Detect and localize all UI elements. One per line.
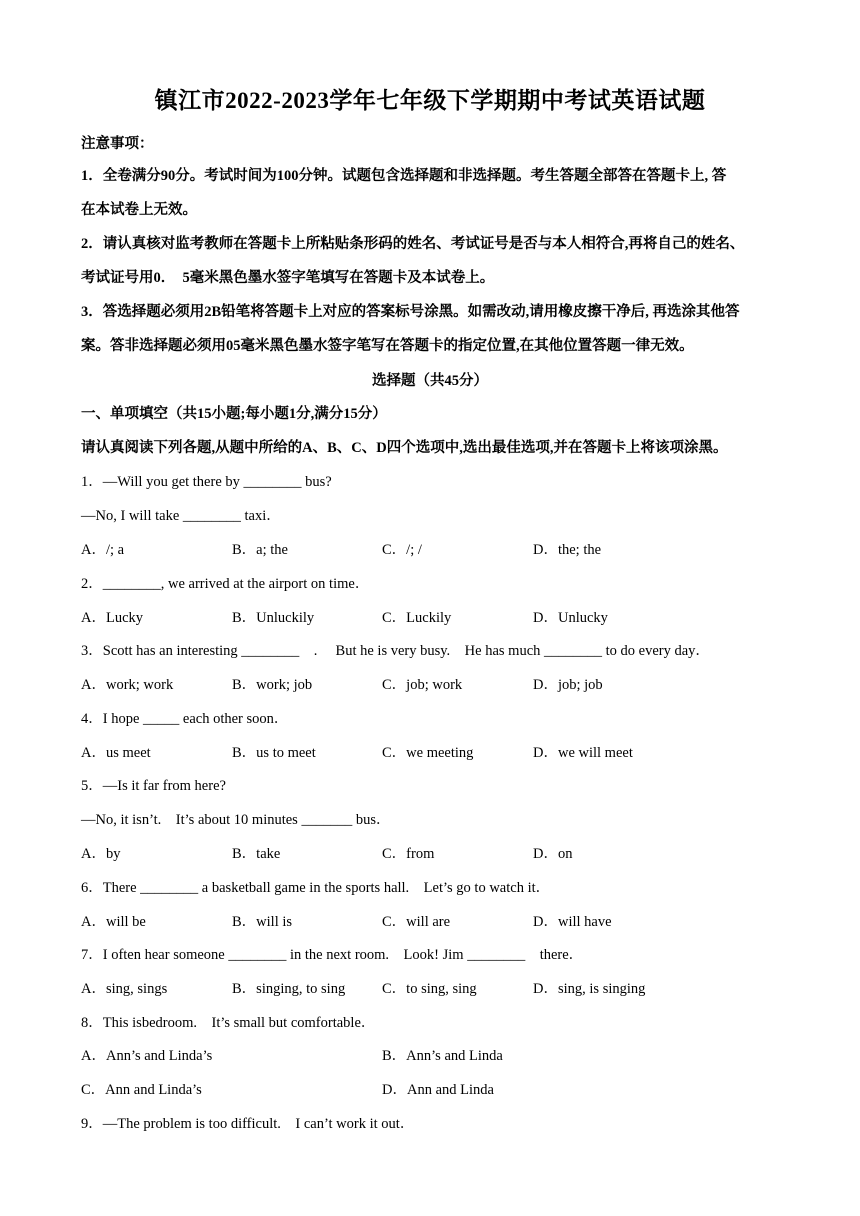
q4-option-d: D．we will meet [533,745,633,761]
notice-item-3-cont: 案。答非选择题必须用05毫米黑色墨水签字笔写在答题卡的指定位置,在其他位置答题一律无效。 [81,338,694,354]
question-8: 8．This isbedroom. It’s small but comfortable． [81,1015,376,1031]
question-1-reply: —No, I will take ________ taxi． [81,508,281,524]
q1-option-d: D．the; the [533,542,602,558]
question-7: 7．I often hear someone ________ in the next room. Look! Jim ________ there． [81,947,584,963]
q2-option-c: C．Luckily [382,610,452,626]
question-5: 5．—Is it far from here? [81,778,226,794]
q7-option-a: A．sing, sings [81,981,168,997]
q4-option-a: A．us meet [81,745,151,761]
part1-instruction: 请认真阅读下列各题,从题中所给的A、B、C、D四个选项中,选出最佳选项,并在答题卡上将该项涂黑。 [81,440,728,456]
question-3: 3．Scott has an interesting ________ . But he is very busy. He has much ________ to do every day． [81,643,710,659]
q2-option-d: D．Unlucky [533,610,608,626]
notice-item-3: 3．答选择题必须用2B铅笔将答题卡上对应的答案标号涂黑。如需改动,请用橡皮擦干净后, 再选涂其他答 [81,304,740,320]
q2-option-a: A．Lucky [81,610,144,626]
question-9: 9．—The problem is too difficult. I can’t work it out． [81,1116,415,1132]
section-title: 选择题（共45分） [372,373,488,389]
q8-option-a: A．Ann’s and Linda’s [81,1048,213,1064]
notice-item-2-cont: 考试证号用0． 5毫米黑色墨水签字笔填写在答题卡及本试卷上。 [81,270,495,286]
question-4: 4．I hope _____ each other soon． [81,711,289,727]
q7-option-c: C．to sing, sing [382,981,477,997]
q5-option-b: B．take [232,846,281,862]
q1-option-c: C．/; / [382,542,422,558]
q8-option-b: B．Ann’s and Linda [382,1048,503,1064]
q3-option-b: B．work; job [232,677,313,693]
q5-option-c: C．from [382,846,435,862]
q6-option-b: B．will is [232,914,293,930]
q6-option-a: A．will be [81,914,146,930]
q4-option-b: B．us to meet [232,745,316,761]
page-title: 镇江市2022-2023学年七年级下学期期中考试英语试题 [154,88,706,113]
q5-option-d: D．on [533,846,573,862]
q3-option-d: D．job; job [533,677,603,693]
q7-option-b: B．singing, to sing [232,981,346,997]
q6-option-d: D．will have [533,914,612,930]
q1-option-a: A．/; a [81,542,125,558]
q8-option-d: D．Ann and Linda [382,1082,494,1098]
q2-option-b: B．Unluckily [232,610,315,626]
question-1: 1．—Will you get there by ________ bus? [81,474,332,490]
notice-item-1: 1．全卷满分90分。考试时间为100分钟。试题包含选择题和非选择题。考生答题全部答在答题卡上, 答 [81,168,727,184]
notice-item-2: 2．请认真核对监考教师在答题卡上所粘贴条形码的姓名、考试证号是否与本人相符合,再将自己的姓名、 [81,236,745,252]
q3-option-a: A．work; work [81,677,174,693]
part1-heading: 一、单项填空（共15小题;每小题1分,满分15分） [81,406,387,422]
q7-option-d: D．sing, is singing [533,981,646,997]
question-6: 6．There ________ a basketball game in the sports hall. Let’s go to watch it． [81,880,551,896]
q5-option-a: A．by [81,846,121,862]
q3-option-c: C．job; work [382,677,463,693]
q6-option-c: C．will are [382,914,451,930]
q1-option-b: B．a; the [232,542,288,558]
notice-item-1-cont: 在本试卷上无效。 [81,202,197,218]
notice-heading: 注意事项： [81,136,154,152]
question-5-reply: —No, it isn’t. It’s about 10 minutes _______ bus． [81,812,391,828]
question-2: 2．________, we arrived at the airport on time． [81,576,370,592]
q8-option-c: C．Ann and Linda’s [81,1082,202,1098]
q4-option-c: C．we meeting [382,745,474,761]
